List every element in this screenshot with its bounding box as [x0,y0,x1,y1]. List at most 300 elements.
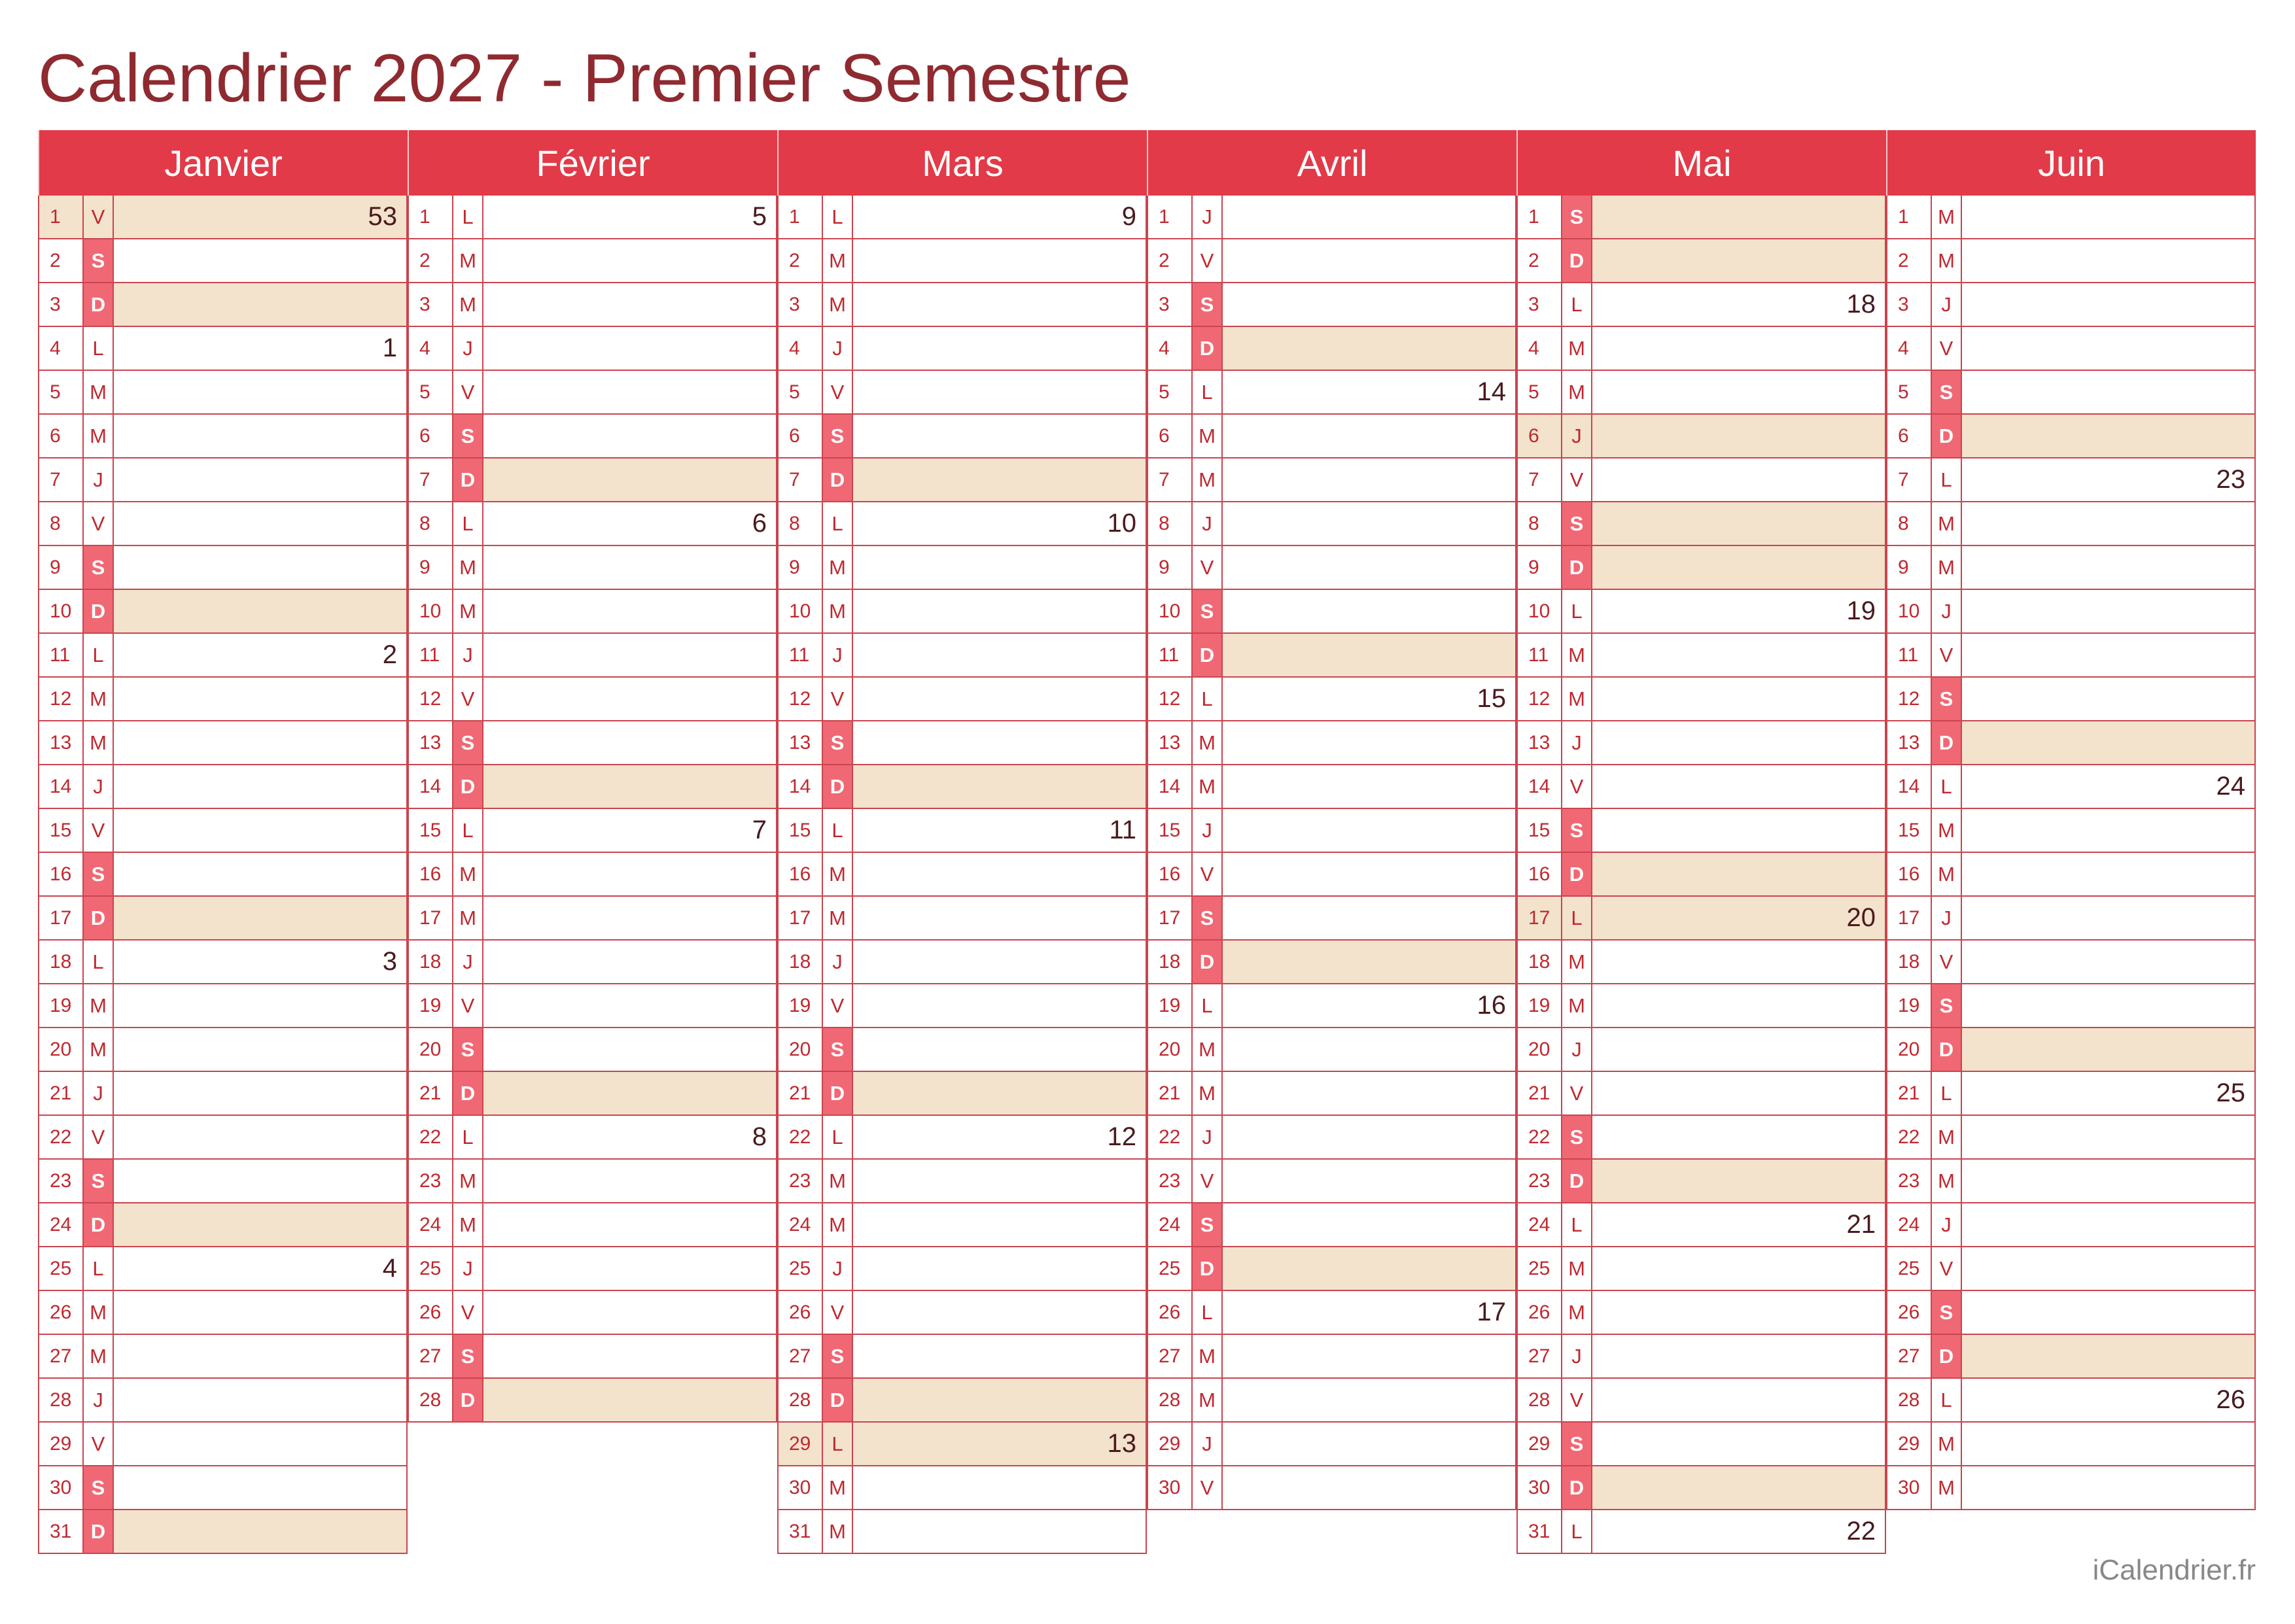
day-row [38,1116,408,1160]
week-number [853,371,1146,413]
day-number: 5 [1518,371,1562,413]
day-number: 4 [1518,327,1562,370]
day-letter: V [1562,458,1592,501]
day-number: 3 [1518,283,1562,326]
week-number: 17 [1477,1298,1506,1326]
day-letter: V [453,984,483,1027]
week-number [853,1335,1146,1377]
day-number: 10 [39,590,84,632]
day-number: 21 [1518,1072,1562,1114]
day-letter: S [1932,371,1962,413]
week-number [483,458,776,501]
day-number: 5 [1148,371,1193,413]
day-letter: D [1193,941,1223,983]
week-number: 21 [1846,1210,1876,1239]
day-row [38,853,408,897]
day-number: 1 [1518,196,1562,238]
day-row [1886,371,2256,415]
week-number [1592,1028,1885,1071]
day-number: 25 [1518,1247,1562,1290]
week-number [853,1203,1146,1246]
day-row [408,809,777,853]
week-number [1592,458,1885,501]
day-number: 25 [409,1247,453,1290]
week-number [483,590,776,632]
day-number: 30 [1148,1466,1193,1509]
day-letter: V [1193,1466,1223,1509]
day-number: 9 [1518,546,1562,589]
week-number [1223,1466,1515,1509]
day-list [38,196,408,1554]
day-letter: M [1932,239,1962,282]
week-number [853,415,1146,457]
day-row [777,1203,1147,1247]
week-number [114,1072,406,1114]
day-row [1147,327,1516,371]
day-number: 30 [39,1466,84,1509]
day-letter: D [453,458,483,501]
day-row [1886,283,2256,327]
day-row [408,984,777,1028]
day-letter: S [453,1028,483,1071]
day-number: 12 [1518,678,1562,720]
day-number: 20 [39,1028,84,1071]
week-number: 7 [752,816,767,844]
week-number [483,634,776,676]
day-number: 4 [779,327,823,370]
day-row [1147,546,1516,590]
day-number: 15 [409,809,453,852]
week-number [1962,1116,2254,1158]
week-number [1962,721,2254,764]
day-letter: L [1932,765,1962,808]
day-number: 12 [409,678,453,720]
day-letter: M [1562,371,1592,413]
week-number [483,765,776,808]
day-number: 23 [779,1160,823,1202]
day-number: 11 [1148,634,1193,676]
week-number [1592,678,1885,720]
day-row [408,1028,777,1072]
week-number [114,1160,406,1202]
day-letter: M [84,678,114,720]
day-number: 15 [779,809,823,852]
day-row [777,371,1147,415]
day-letter: M [84,1291,114,1334]
week-number: 6 [752,509,767,538]
day-letter: D [1193,634,1223,676]
week-number [1962,809,2254,852]
day-number: 25 [1148,1247,1193,1290]
day-number: 11 [779,634,823,676]
day-row [777,1160,1147,1203]
day-row [408,1203,777,1247]
day-letter: D [453,1379,483,1421]
day-number: 1 [39,196,84,238]
day-number: 15 [1518,809,1562,852]
day-letter: J [1932,590,1962,632]
day-letter: S [84,1160,114,1202]
day-letter: J [453,327,483,370]
week-number [114,239,406,282]
day-number: 22 [1148,1116,1193,1158]
day-row [38,371,408,415]
day-letter: L [1932,1072,1962,1114]
day-row [408,721,777,765]
day-letter: J [1193,196,1223,238]
day-number: 28 [1518,1379,1562,1421]
day-letter: V [1193,1160,1223,1202]
day-row [408,1335,777,1379]
day-list [1886,196,2256,1510]
week-number [1592,1335,1885,1377]
week-number [114,1203,406,1246]
week-number [483,1028,776,1071]
day-number: 28 [779,1379,823,1421]
day-letter: L [1932,458,1962,501]
day-letter: M [823,283,853,326]
day-letter: L [1932,1379,1962,1421]
footer-credit: iCalendrier.fr [2092,1554,2256,1586]
day-letter: L [1193,371,1223,413]
day-letter: M [823,239,853,282]
day-number: 2 [1887,239,1932,282]
day-letter: M [84,371,114,413]
week-number [1223,853,1515,895]
day-number: 1 [409,196,453,238]
day-letter: L [1562,1510,1592,1553]
day-number: 12 [779,678,823,720]
day-number: 31 [39,1510,84,1553]
day-number: 24 [409,1203,453,1246]
day-number: 17 [1518,897,1562,939]
month-name: Avril [1297,142,1368,184]
day-letter: M [1932,1466,1962,1509]
day-letter: M [823,897,853,939]
day-number: 30 [779,1466,823,1509]
day-row [1147,678,1516,721]
day-row [1147,1379,1516,1423]
day-letter: D [1932,415,1962,457]
day-number: 25 [779,1247,823,1290]
day-letter: V [1193,546,1223,589]
page-title: Calendrier 2027 - Premier Semestre [38,41,1131,116]
day-number: 4 [39,327,84,370]
day-letter: L [1193,678,1223,720]
week-number [483,371,776,413]
day-letter: V [1562,765,1592,808]
day-number: 10 [1887,590,1932,632]
day-letter: M [1193,1028,1223,1071]
day-row [1147,1335,1516,1379]
day-letter: V [1562,1379,1592,1421]
day-letter: M [453,897,483,939]
day-number: 27 [409,1335,453,1377]
day-number: 19 [779,984,823,1027]
day-letter: D [1562,1160,1592,1202]
week-number [1223,546,1515,589]
day-letter: S [1932,678,1962,720]
day-row [1147,590,1516,634]
day-row [38,546,408,590]
week-number [483,853,776,895]
week-number [1962,1423,2254,1465]
week-number [1962,1160,2254,1202]
day-row [1516,283,1886,327]
day-row [408,458,777,502]
day-letter: M [453,239,483,282]
day-row [1516,1291,1886,1335]
day-letter: V [1932,327,1962,370]
week-number [1592,1247,1885,1290]
day-number: 21 [39,1072,84,1114]
week-number [853,678,1146,720]
day-row [1516,1335,1886,1379]
day-letter: M [453,853,483,895]
day-number: 20 [1887,1028,1932,1071]
day-row [777,1423,1147,1466]
day-number: 5 [1887,371,1932,413]
day-letter: L [84,1247,114,1290]
week-number [1962,1466,2254,1509]
day-letter: M [823,1510,853,1553]
day-number: 6 [1518,415,1562,457]
day-letter: L [823,502,853,545]
day-row [1516,678,1886,721]
day-row [408,1160,777,1203]
day-row [38,1028,408,1072]
day-number: 18 [39,941,84,983]
week-number [1962,283,2254,326]
day-number: 13 [39,721,84,764]
day-letter: J [823,1247,853,1290]
week-number [1962,590,2254,632]
day-number: 8 [1148,502,1193,545]
day-row [1516,546,1886,590]
day-number: 5 [409,371,453,413]
day-letter: L [84,941,114,983]
day-row [408,371,777,415]
day-row [408,590,777,634]
week-number [483,678,776,720]
day-number: 11 [39,634,84,676]
day-number: 29 [1887,1423,1932,1465]
day-row [1516,1203,1886,1247]
week-number [1962,1335,2254,1377]
month-header [1147,130,1516,196]
day-letter: V [84,502,114,545]
day-row [1147,1116,1516,1160]
week-number [1223,283,1515,326]
day-number: 24 [1148,1203,1193,1246]
week-number [1592,1379,1885,1421]
day-row [38,897,408,941]
week-number [483,327,776,370]
day-row [777,458,1147,502]
day-row [1516,371,1886,415]
week-number [114,415,406,457]
day-row [1516,502,1886,546]
day-letter: J [1193,1116,1223,1158]
day-number: 14 [409,765,453,808]
day-letter: M [1193,458,1223,501]
week-number [1223,239,1515,282]
day-row [1886,239,2256,283]
week-number [1962,415,2254,457]
day-row [38,1466,408,1510]
day-row [408,765,777,809]
day-row [777,590,1147,634]
day-letter: S [453,721,483,764]
day-row [38,458,408,502]
week-number [1592,984,1885,1027]
day-number: 23 [39,1160,84,1202]
day-letter: M [1193,1379,1223,1421]
day-letter: S [823,721,853,764]
day-row [777,1072,1147,1116]
week-number [1592,941,1885,983]
day-letter: M [84,1028,114,1071]
day-letter: D [1932,721,1962,764]
week-number: 16 [1477,991,1506,1020]
day-number: 9 [1148,546,1193,589]
day-row [1516,590,1886,634]
week-number [1962,196,2254,238]
day-row [777,1379,1147,1423]
day-row [1147,765,1516,809]
day-number: 31 [779,1510,823,1553]
day-list [1147,196,1516,1510]
day-number: 21 [1148,1072,1193,1114]
day-number: 15 [1887,809,1932,852]
day-row [408,283,777,327]
day-row [38,1510,408,1554]
day-letter: J [1932,1203,1962,1246]
day-number: 25 [39,1247,84,1290]
week-number: 19 [1846,596,1876,625]
day-number: 16 [39,853,84,895]
day-letter: J [823,634,853,676]
day-number: 26 [779,1291,823,1334]
day-number: 22 [779,1116,823,1158]
week-number [1592,1160,1885,1202]
week-number: 24 [2216,772,2245,801]
day-letter: M [823,546,853,589]
week-number [114,1291,406,1334]
day-row [408,678,777,721]
day-row [38,283,408,327]
day-row [1516,239,1886,283]
day-letter: M [1932,1423,1962,1465]
day-number: 20 [409,1028,453,1071]
day-letter: J [1193,1423,1223,1465]
week-number [1592,809,1885,852]
week-number [1962,327,2254,370]
day-row [777,1247,1147,1291]
day-number: 13 [1887,721,1932,764]
day-number: 7 [1518,458,1562,501]
day-number: 4 [409,327,453,370]
day-letter: S [84,546,114,589]
week-number [114,809,406,852]
day-letter: S [1193,897,1223,939]
day-letter: L [823,196,853,238]
week-number [1592,415,1885,457]
week-number [114,1423,406,1465]
day-letter: M [1932,809,1962,852]
day-letter: J [453,941,483,983]
day-letter: J [84,1379,114,1421]
day-number: 28 [1887,1379,1932,1421]
day-letter: J [1562,1028,1592,1071]
day-letter: D [84,1203,114,1246]
day-row [1147,239,1516,283]
day-list [1516,196,1886,1554]
day-row [777,941,1147,984]
week-number [483,1379,776,1421]
day-row [777,1466,1147,1510]
week-number [1962,239,2254,282]
day-number: 13 [779,721,823,764]
day-letter: J [823,327,853,370]
day-number: 26 [1887,1291,1932,1334]
day-number: 6 [1887,415,1932,457]
month-header [38,130,408,196]
day-letter: M [1932,546,1962,589]
day-row [1886,327,2256,371]
day-letter: V [823,1291,853,1334]
day-letter: M [84,984,114,1027]
day-row [1886,458,2256,502]
day-letter: S [1932,1291,1962,1334]
day-row [1886,1203,2256,1247]
week-number [853,327,1146,370]
day-number: 20 [779,1028,823,1071]
week-number [1223,897,1515,939]
week-number [1592,765,1885,808]
day-number: 18 [779,941,823,983]
day-number: 27 [779,1335,823,1377]
day-row [1147,1072,1516,1116]
day-number: 18 [1148,941,1193,983]
week-number [1223,765,1515,808]
week-number [1223,1203,1515,1246]
day-letter: D [1562,1466,1592,1509]
day-number: 7 [39,458,84,501]
week-number [1962,502,2254,545]
week-number [114,853,406,895]
day-letter: L [1562,1203,1592,1246]
week-number [483,1335,776,1377]
day-row [777,1291,1147,1335]
day-number: 17 [779,897,823,939]
day-number: 26 [1518,1291,1562,1334]
week-number [114,1028,406,1071]
day-number: 26 [1148,1291,1193,1334]
week-number [1962,371,2254,413]
day-number: 26 [409,1291,453,1334]
day-number: 17 [39,897,84,939]
day-number: 3 [1887,283,1932,326]
day-letter: V [1932,1247,1962,1290]
day-letter: V [453,371,483,413]
day-row [408,415,777,458]
day-number: 30 [1887,1466,1932,1509]
day-number: 1 [779,196,823,238]
week-number [114,721,406,764]
day-row [1886,1247,2256,1291]
day-row [38,502,408,546]
